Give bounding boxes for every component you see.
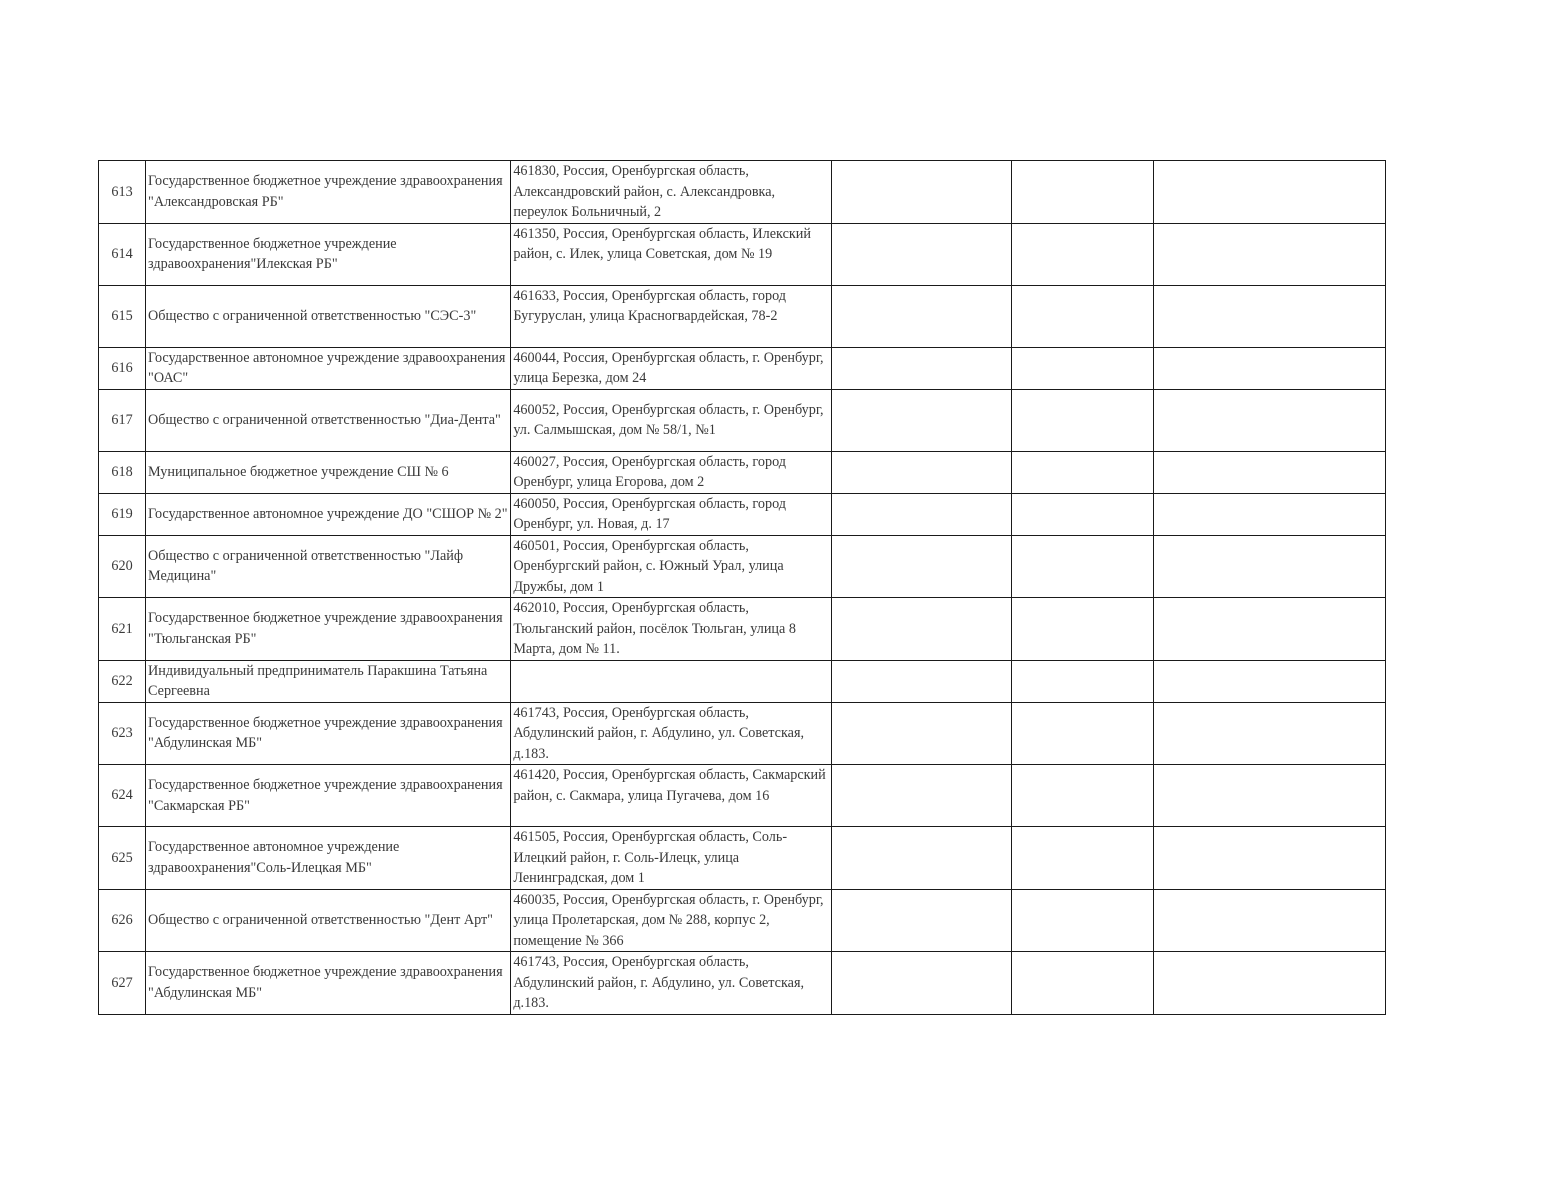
empty-cell — [831, 889, 1011, 952]
empty-cell — [831, 765, 1011, 827]
table-row — [99, 493, 1386, 535]
organization-name: Общество с ограниченной ответственностью "Лайф Медицина" — [146, 535, 511, 598]
empty-cell — [1011, 451, 1153, 493]
empty-cell — [1153, 889, 1385, 952]
empty-cell — [1153, 535, 1385, 598]
organization-address: 460027, Россия, Оренбургская область, город Оренбург, улица Егорова, дом 2 — [511, 451, 831, 493]
table-row — [99, 889, 1386, 952]
organization-address: 460050, Россия, Оренбургская область, город Оренбург, ул. Новая, д. 17 — [511, 493, 831, 535]
table-row — [99, 952, 1386, 1015]
organization-address: 460044, Россия, Оренбургская область, г. Оренбург, улица Березка, дом 24 — [511, 347, 831, 389]
table-row — [99, 451, 1386, 493]
empty-cell — [1011, 389, 1153, 451]
empty-cell — [1011, 598, 1153, 661]
table-row — [99, 389, 1386, 451]
empty-cell — [831, 827, 1011, 890]
organization-name: Государственное автономное учреждение здравоохранения "ОАС" — [146, 347, 511, 389]
empty-cell — [1153, 827, 1385, 890]
empty-cell — [831, 451, 1011, 493]
row-number: 613 — [99, 161, 146, 224]
empty-cell — [1011, 952, 1153, 1015]
organization-address: 460052, Россия, Оренбургская область, г. Оренбург, ул. Салмышская, дом № 58/1, №1 — [511, 389, 831, 451]
empty-cell — [1011, 827, 1153, 890]
organization-name: Муниципальное бюджетное учреждение СШ № 6 — [146, 451, 511, 493]
empty-cell — [1011, 535, 1153, 598]
empty-cell — [831, 952, 1011, 1015]
empty-cell — [831, 535, 1011, 598]
registry-table-body — [99, 161, 1386, 1015]
empty-cell — [1153, 702, 1385, 765]
empty-cell — [1153, 660, 1385, 702]
empty-cell — [1011, 702, 1153, 765]
table-row — [99, 598, 1386, 661]
empty-cell — [1153, 285, 1385, 347]
empty-cell — [831, 285, 1011, 347]
registry-table — [98, 160, 1386, 1015]
organization-name: Государственное бюджетное учреждение здравоохранения "Александровская РБ" — [146, 161, 511, 224]
empty-cell — [831, 702, 1011, 765]
row-number: 625 — [99, 827, 146, 890]
empty-cell — [1153, 347, 1385, 389]
row-number: 627 — [99, 952, 146, 1015]
empty-cell — [831, 660, 1011, 702]
empty-cell — [1153, 223, 1385, 285]
empty-cell — [1011, 223, 1153, 285]
table-row — [99, 702, 1386, 765]
row-number: 616 — [99, 347, 146, 389]
row-number: 623 — [99, 702, 146, 765]
organization-address: 461350, Россия, Оренбургская область, Илекский район, с. Илек, улица Советская, дом № 19 — [511, 223, 831, 285]
organization-name: Общество с ограниченной ответственностью "Диа-Дента" — [146, 389, 511, 451]
organization-address: 460035, Россия, Оренбургская область, г. Оренбург, улица Пролетарская, дом № 288, корпус 2, помещение № 366 — [511, 889, 831, 952]
empty-cell — [1153, 493, 1385, 535]
table-row — [99, 660, 1386, 702]
organization-address: 461505, Россия, Оренбургская область, Соль-Илецкий район, г. Соль-Илецк, улица Ленинградская, дом 1 — [511, 827, 831, 890]
organization-address: 460501, Россия, Оренбургская область, Оренбургский район, с. Южный Урал, улица Дружбы, дом 1 — [511, 535, 831, 598]
organization-address: 461743, Россия, Оренбургская область, Абдулинский район, г. Абдулино, ул. Советская, д.183. — [511, 952, 831, 1015]
organization-name: Государственное бюджетное учреждение здравоохранения"Илекская РБ" — [146, 223, 511, 285]
row-number: 626 — [99, 889, 146, 952]
empty-cell — [1011, 889, 1153, 952]
empty-cell — [831, 389, 1011, 451]
table-row — [99, 285, 1386, 347]
organization-name: Общество с ограниченной ответственностью "Дент Арт" — [146, 889, 511, 952]
empty-cell — [1153, 598, 1385, 661]
empty-cell — [1153, 765, 1385, 827]
organization-name: Государственное автономное учреждение ДО "СШОР № 2" — [146, 493, 511, 535]
organization-address: 461633, Россия, Оренбургская область, город Бугуруслан, улица Красногвардейская, 78-2 — [511, 285, 831, 347]
organization-name: Государственное бюджетное учреждение здравоохранения "Абдулинская МБ" — [146, 952, 511, 1015]
empty-cell — [1153, 952, 1385, 1015]
empty-cell — [1153, 389, 1385, 451]
empty-cell — [1011, 285, 1153, 347]
table-row — [99, 161, 1386, 224]
table-row — [99, 765, 1386, 827]
table-row — [99, 347, 1386, 389]
empty-cell — [831, 223, 1011, 285]
row-number: 622 — [99, 660, 146, 702]
table-row — [99, 827, 1386, 890]
row-number: 619 — [99, 493, 146, 535]
empty-cell — [831, 493, 1011, 535]
empty-cell — [1011, 493, 1153, 535]
organization-address: 462010, Россия, Оренбургская область, Тюльганский район, посёлок Тюльган, улица 8 Марта, дом № 11. — [511, 598, 831, 661]
row-number: 621 — [99, 598, 146, 661]
organization-name: Государственное бюджетное учреждение здравоохранения "Сакмарская РБ" — [146, 765, 511, 827]
row-number: 615 — [99, 285, 146, 347]
row-number: 620 — [99, 535, 146, 598]
empty-cell — [831, 598, 1011, 661]
table-row — [99, 535, 1386, 598]
row-number: 618 — [99, 451, 146, 493]
organization-name: Общество с ограниченной ответственностью "СЭС-3" — [146, 285, 511, 347]
organization-address: 461830, Россия, Оренбургская область, Александровский район, с. Александровка, переулок Больничный, 2 — [511, 161, 831, 224]
empty-cell — [1011, 161, 1153, 224]
organization-address — [511, 660, 831, 702]
row-number: 614 — [99, 223, 146, 285]
empty-cell — [831, 161, 1011, 224]
organization-name: Государственное бюджетное учреждение здравоохранения "Тюльганская РБ" — [146, 598, 511, 661]
organization-name: Индивидуальный предприниматель Паракшина Татьяна Сергеевна — [146, 660, 511, 702]
row-number: 617 — [99, 389, 146, 451]
organization-address: 461420, Россия, Оренбургская область, Сакмарский район, с. Сакмара, улица Пугачева, дом 16 — [511, 765, 831, 827]
organization-address: 461743, Россия, Оренбургская область, Абдулинский район, г. Абдулино, ул. Советская, д.183. — [511, 702, 831, 765]
empty-cell — [1153, 451, 1385, 493]
empty-cell — [1011, 347, 1153, 389]
row-number: 624 — [99, 765, 146, 827]
empty-cell — [831, 347, 1011, 389]
organization-name: Государственное автономное учреждение здравоохранения"Соль-Илецкая МБ" — [146, 827, 511, 890]
empty-cell — [1011, 660, 1153, 702]
empty-cell — [1011, 765, 1153, 827]
table-row — [99, 223, 1386, 285]
empty-cell — [1153, 161, 1385, 224]
organization-name: Государственное бюджетное учреждение здравоохранения "Абдулинская МБ" — [146, 702, 511, 765]
